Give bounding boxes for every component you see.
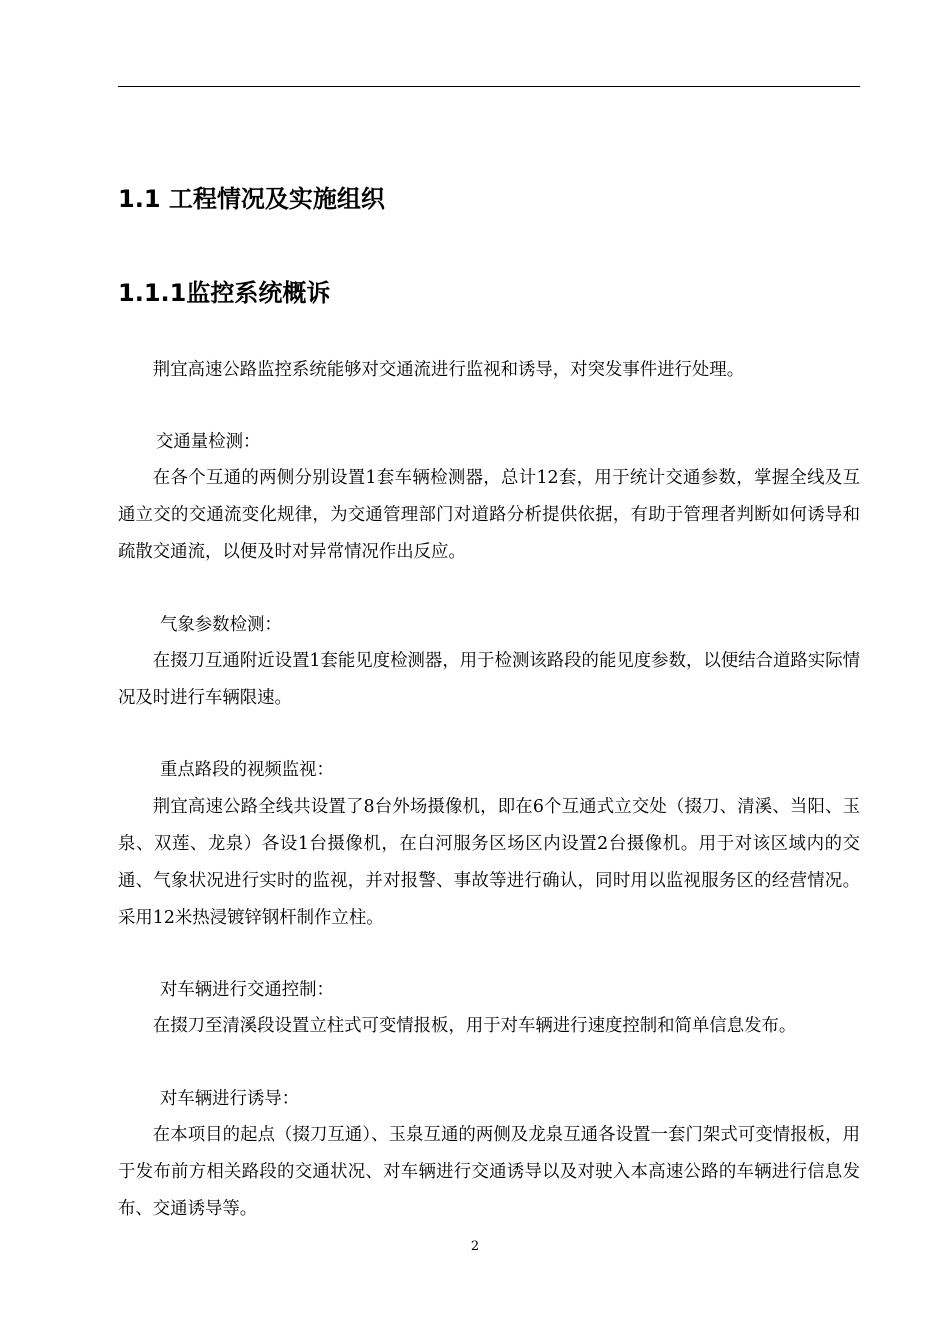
traffic-control-label: 对车辆进行交通控制： [160, 980, 334, 1000]
header-rule [118, 86, 860, 87]
traffic-guidance-body: 在本项目的起点（掇刀互通）、玉泉互通的两侧及龙泉互通各设置一套门架式可变情报板，用于发布前方相关路段的交通状况、对车辆进行交通诱导以及对驶入本高速公路的车辆进行信息发布、交通诱导等。 [118, 1125, 860, 1219]
video-surveillance-label: 重点路段的视频监视： [160, 760, 334, 780]
page-number: 2 [470, 1239, 480, 1254]
traffic-control-body: 在掇刀至清溪段设置立柱式可变情报板，用于对车辆进行速度控制和简单信息发布。 [152, 1016, 797, 1036]
video-surveillance-body: 荆宜高速公路全线共设置了8台外场摄像机，即在6个互通式立交处（掇刀、清溪、当阳、玉泉、双莲、龙泉）各设1台摄像机，在白河服务区场区内设置2台摄像机。用于对该区域内的交通、气象状况进行实时的监视，并对报警、事故等进行确认，同时用以监视服务区的经营情况。采用12米热浸镀锌钢杆制作立柱。 [118, 797, 860, 928]
subsection-heading: 1.1.1监控系统概诉 [118, 279, 331, 307]
weather-detection-body: 在掇刀互通附近设置1套能见度检测器，用于检测该路段的能见度参数，以便结合道路实际情况及时进行车辆限速。 [118, 651, 860, 708]
section-heading: 1.1 工程情况及实施组织 [118, 185, 385, 213]
traffic-detection-label: 交通量检测： [156, 432, 261, 452]
traffic-guidance-label: 对车辆进行诱导： [160, 1089, 300, 1109]
traffic-detection-body: 在各个互通的两侧分别设置1套车辆检测器，总计12套，用于统计交通参数，掌握全线及互通立交的交通流变化规律，为交通管理部门对道路分析提供依据，有助于管理者判断如何诱导和疏散交通流，以便及时对异常情况作出反应。 [118, 468, 860, 562]
weather-detection-label: 气象参数检测： [160, 615, 282, 635]
intro-paragraph: 荆宜高速公路监控系统能够对交通流进行监视和诱导，对突发事件进行处理。 [152, 360, 745, 380]
